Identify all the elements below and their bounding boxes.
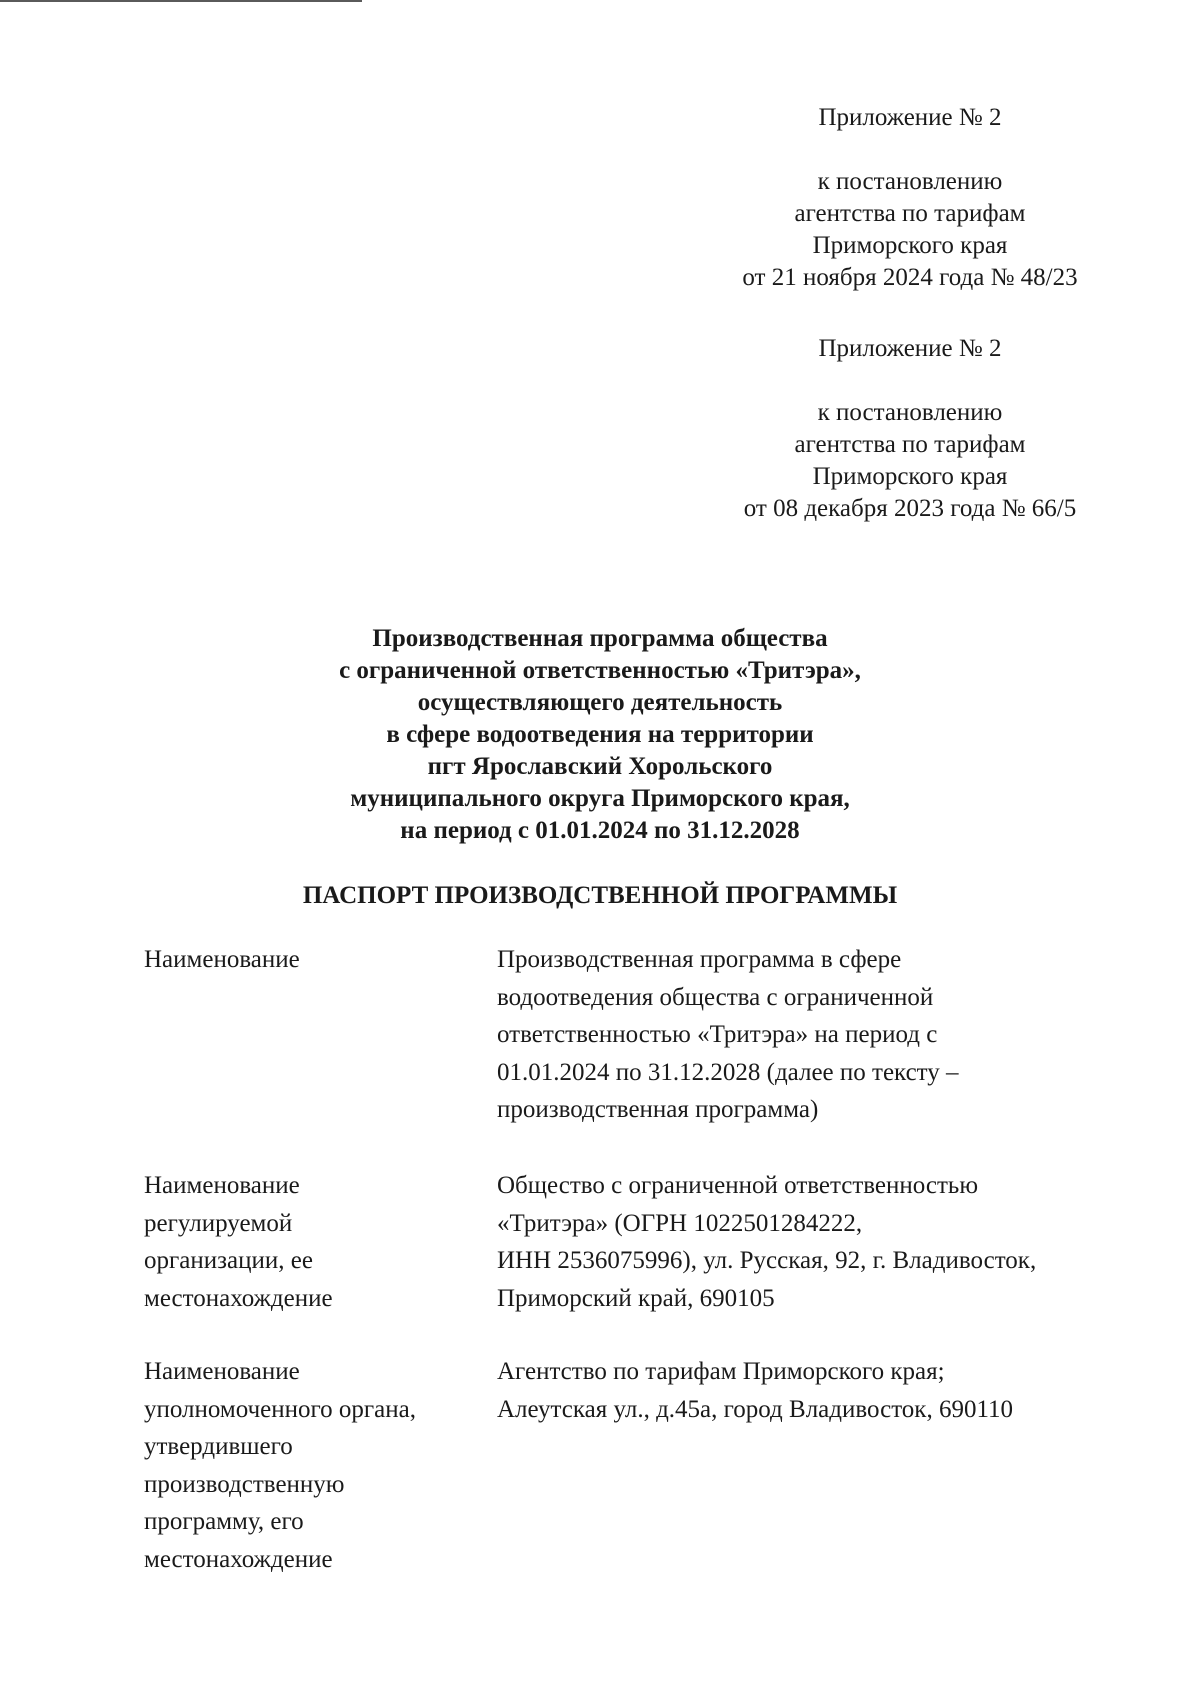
passport-row-label (144, 1353, 474, 1578)
appendix-header-current (700, 102, 1120, 294)
passport-row-value (497, 1353, 1137, 1428)
label-line: Наименование (144, 1358, 300, 1385)
title-line: муниципального округа Приморского края, (350, 785, 850, 812)
appendix-line: к постановлению (817, 168, 1003, 195)
value-line: Приморский край, 690105 (497, 1284, 775, 1312)
label-line: Наименование (144, 1172, 300, 1199)
passport-row-value (497, 1167, 1137, 1317)
appendix-line: Приморского края (812, 463, 1008, 490)
appendix-line: к постановлению (817, 399, 1003, 426)
value-line: ИНН 2536075996), ул. Русская, 92, г. Владивосток, (497, 1247, 1037, 1274)
scan-edge-line (0, 0, 362, 2)
value-line: 01.01.2024 по 31.12.2028 (далее по тексту – (497, 1058, 959, 1086)
label-line: уполномоченного органа, (144, 1395, 416, 1423)
passport-row-label (144, 941, 474, 979)
title-line: пгт Ярославский Хорольского (427, 753, 773, 780)
document-title (150, 623, 1050, 847)
passport-heading: ПАСПОРТ ПРОИЗВОДСТВЕННОЙ ПРОГРАММЫ (302, 882, 898, 909)
title-line: осуществляющего деятельность (417, 689, 783, 716)
value-line: Алеутская ул., д.45а, город Владивосток, 690110 (497, 1395, 1014, 1423)
label-line: Наименование (144, 946, 300, 973)
value-line: Общество с ограниченной ответственностью (497, 1172, 978, 1199)
value-line: Производственная программа в сфере (497, 946, 902, 973)
value-line: водоотведения общества с ограниченной (497, 983, 934, 1011)
appendix-line: агентства по тарифам (794, 200, 1026, 227)
label-line: организации, ее (144, 1247, 313, 1274)
appendix-number: Приложение № 2 (818, 335, 1002, 362)
label-line: утвердившего (144, 1433, 293, 1460)
label-line: программу, его (144, 1508, 304, 1535)
title-line: на период с 01.01.2024 по 31.12.2028 (400, 817, 800, 844)
appendix-date-line: от 21 ноября 2024 года № 48/23 (742, 264, 1078, 291)
label-line: регулируемой (144, 1209, 293, 1237)
title-line: с ограниченной ответственностью «Тритэра», (339, 657, 861, 684)
title-line: Производственная программа общества (372, 625, 828, 652)
value-line: производственная программа) (497, 1096, 819, 1123)
title-line: в сфере водоотведения на территории (386, 721, 814, 748)
appendix-line: агентства по тарифам (794, 431, 1026, 458)
label-line: производственную (144, 1470, 345, 1498)
label-line: местонахождение (144, 1545, 333, 1573)
label-line: местонахождение (144, 1284, 333, 1312)
value-line: Агентство по тарифам Приморского края; (497, 1358, 945, 1385)
value-line: «Тритэра» (ОГРН 1022501284222, (497, 1209, 863, 1237)
appendix-number: Приложение № 2 (818, 104, 1002, 131)
passport-row-value (497, 941, 1137, 1129)
value-line: ответственностью «Тритэра» на период с (497, 1021, 938, 1048)
appendix-line: Приморского края (812, 232, 1008, 259)
appendix-date-line: от 08 декабря 2023 года № 66/5 (743, 495, 1077, 522)
appendix-header-previous (700, 333, 1120, 525)
passport-row-label (144, 1167, 474, 1317)
